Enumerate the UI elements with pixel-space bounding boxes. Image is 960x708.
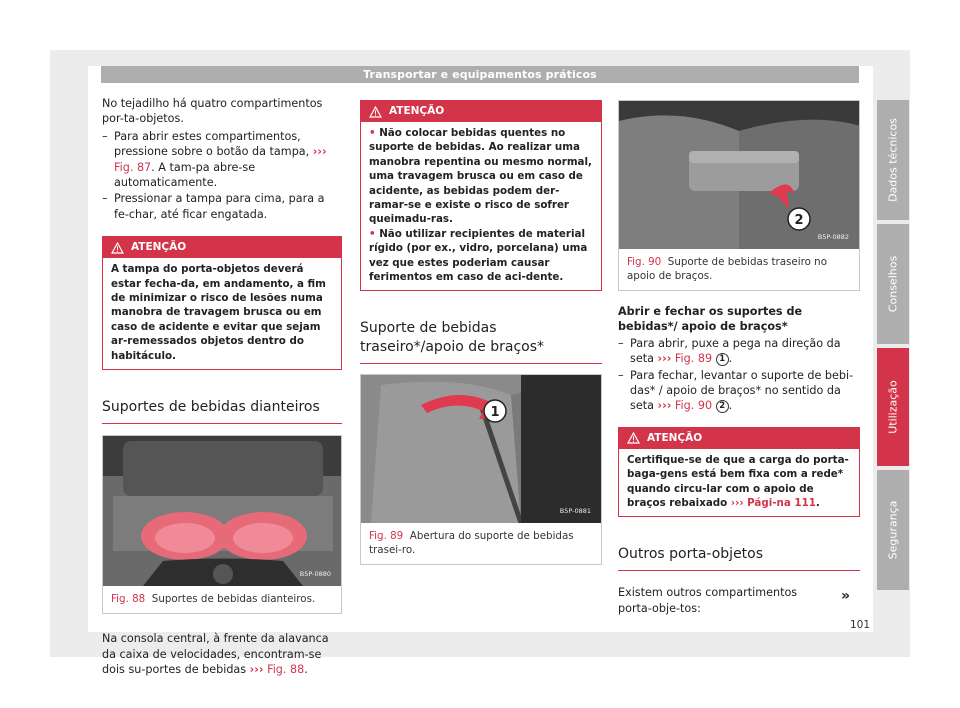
warning-box <box>360 100 602 291</box>
page-header: Transportar e equipamentos práticos <box>101 66 859 83</box>
callout-number: 1 <box>716 353 729 366</box>
body-paragraph: Existem outros compartimentos porta-obje-tos: <box>618 586 798 615</box>
warning-triangle-icon <box>111 242 124 254</box>
figure-90 <box>618 100 860 291</box>
figure-88 <box>102 435 342 614</box>
warning-text: A tampa do porta-objetos deverá estar fecha-da, em andamento, a fim de minimizar o risco de lesões numa manobra de travagem brusca ou em caso de acidente e evitar que sejam ar-remessados objetos dentro do habitáculo. <box>111 263 326 362</box>
warning-text <box>361 122 601 290</box>
column-3 <box>618 96 860 616</box>
subheading: Abrir e fechar os suportes de bebidas*/ apoio de braços* <box>618 305 803 334</box>
figure-marker: 1 <box>490 405 500 421</box>
warning-text: Certifique-se de que a carga do porta-baga-gens está bem fixa com a rede* quando circu-lar com o apoio de braços rebaixado ››› Pági-na 111. <box>627 453 849 510</box>
step-item: – Para fechar, levantar o suporte de bebi-das* / apoio de braços* no sentido da seta ››› Fig. 90 2 . <box>618 368 860 414</box>
step-item: – Para abrir estes compartimentos, pressione sobre o botão da tampa, ››› Fig. 87. A tam-pa abre-se automaticamente. <box>102 129 342 191</box>
column-2 <box>360 96 602 565</box>
page-link[interactable]: Pági-na 111 <box>747 497 816 510</box>
warning-box <box>618 427 860 518</box>
intro-paragraph: No tejadilho há quatro compartimentos por-ta-objetos. <box>102 97 323 126</box>
ref-arrows: ››› <box>249 662 264 676</box>
figure-marker: 2 <box>794 213 804 228</box>
figure-caption: Fig. 90 Suporte de bebidas traseiro no apoio de braços. <box>627 256 828 282</box>
tab-seguranca[interactable]: Segurança <box>877 470 909 590</box>
warning-bullet: • Não utilizar recipientes de material rígido (por ex., vidro, porcelana) uma vez que estes poderiam causar ferimentos em caso de aci-dente. <box>369 227 588 284</box>
warning-header: ATENÇÃO <box>361 101 601 122</box>
warning-triangle-icon <box>369 106 382 118</box>
step-item: – Para abrir, puxe a pega na direção da seta ››› Fig. 89 1 . <box>618 336 860 367</box>
ref-arrows: ››› <box>657 352 672 366</box>
continue-mark: » <box>841 588 851 604</box>
figure-code: B5P-0881 <box>559 507 591 516</box>
warning-box <box>102 236 342 370</box>
tab-utilizacao[interactable]: Utilização <box>877 348 909 466</box>
ref-arrows: ››› <box>657 399 672 413</box>
section-title: Outros porta-objetos <box>618 545 860 571</box>
figure-number: Fig. 89 <box>369 530 404 543</box>
figure-caption: Fig. 88 Suportes de bebidas dianteiros. <box>111 593 316 606</box>
figure-number: Fig. 88 <box>111 593 146 606</box>
figure-code: B5P-0880 <box>299 569 331 578</box>
figure-link[interactable]: Fig. 90 <box>674 399 713 413</box>
column-1 <box>102 96 342 677</box>
cupholder-front-image <box>103 436 341 586</box>
figure-number: Fig. 90 <box>627 256 662 268</box>
tab-conselhos[interactable]: Conselhos <box>877 224 909 344</box>
warning-triangle-icon <box>627 432 640 444</box>
warning-header: ATENÇÃO <box>619 428 859 449</box>
figure-code: B5P-0882 <box>817 232 849 241</box>
page-number: 101 <box>850 619 871 631</box>
section-title: Suportes de bebidas dianteiros <box>102 398 342 424</box>
ref-arrows: ››› <box>312 145 327 159</box>
figure-link[interactable]: Fig. 87 <box>114 160 152 174</box>
warning-header: ATENÇÃO <box>103 237 341 258</box>
callout-number: 2 <box>716 400 729 413</box>
ref-arrows: ››› <box>730 497 744 510</box>
figure-link[interactable]: Fig. 89 <box>674 352 713 366</box>
armrest-image <box>619 101 859 249</box>
step-item: – Pressionar a tampa para cima, para a fe-char, até ficar engatada. <box>102 191 342 222</box>
tab-dados-tecnicos[interactable]: Dados técnicos <box>877 100 909 220</box>
figure-link[interactable]: Fig. 88 <box>267 662 305 676</box>
warning-bullet: • Não colocar bebidas quentes no suporte de bebidas. Ao realizar uma manobra repentina ou mesmo normal, uma travagem brusca ou em caso de acidente, as bebidas podem der-ramar-se e existe o risco de sofrer queimadu-ras. <box>369 127 592 226</box>
body-paragraph: Na consola central, à frente da alavanca da caixa de velocidades, encontram-se dois su-portes de bebidas ››› Fig. 88. <box>102 632 329 676</box>
figure-89 <box>360 374 602 565</box>
section-title: Suporte de bebidas traseiro*/apoio de braços* <box>360 319 602 364</box>
rear-seat-image <box>361 375 601 523</box>
figure-caption: Fig. 89 Abertura do suporte de bebidas trasei-ro. <box>369 530 574 557</box>
